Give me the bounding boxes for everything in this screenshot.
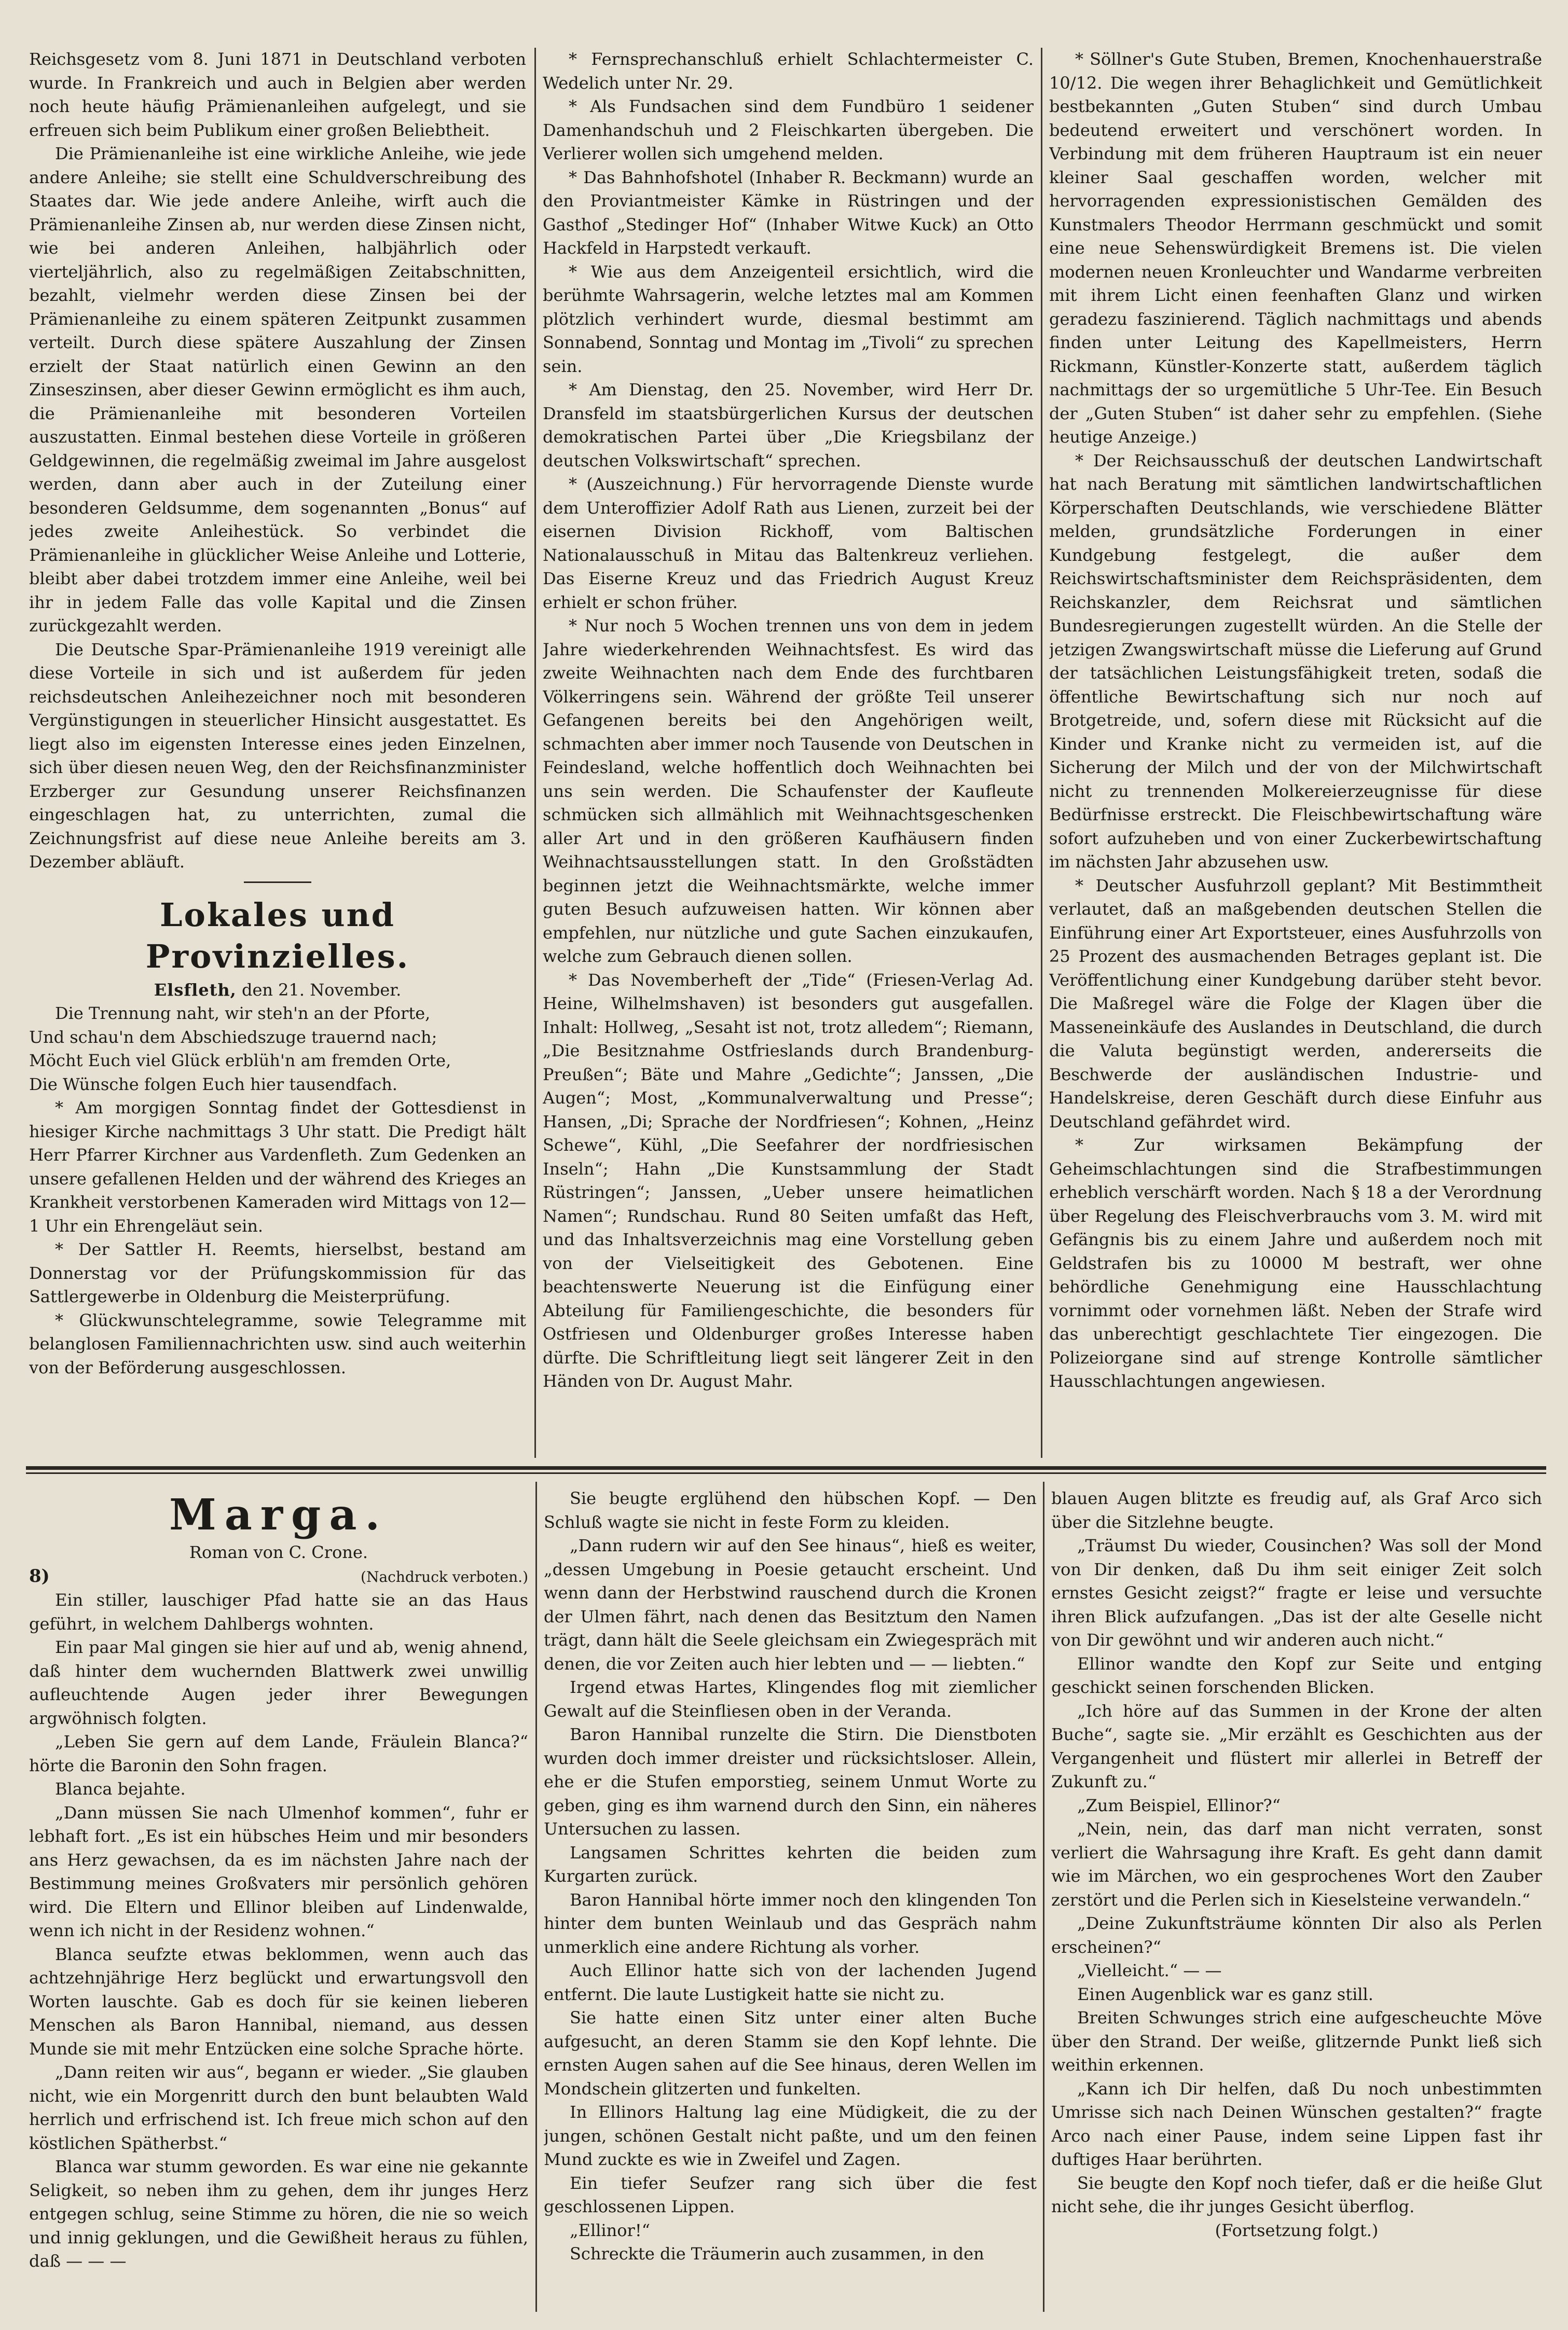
- story-paragraph: „Kann ich Dir helfen, daß Du noch unbestimmten Umrisse sich nach Deinen Wünschen gestalten?“ fragte Arco nach einer Pause, indem seine Lippen fast ihr duftiges Haar berührten.: [1051, 2078, 1542, 2169]
- story-paragraph: Ellinor wandte den Kopf zur Seite und entging geschickt seinen forschenden Blicken.: [1051, 1653, 1542, 1697]
- story-paragraph: Schreckte die Träumerin auch zusammen, in den: [570, 2244, 984, 2264]
- story-title: Marga.: [169, 1490, 389, 1540]
- local-notice: * Das Novemberheft der „Tide“ (Friesen-Verlag Ad. Heine, Wilhelmshaven) ist besonders gut ausgefallen. Inhalt: Hollweg, „Sesaht ist not, trotz alledem“; Riemann, „Die Besitznahme Ostfrieslands durch Brandenburg-Preußen“; Bäte und Mahre „Gedichte“; Janssen, „Die Augen“; Most, „Kommunalverwaltung und Presse“; Hansen, „Di; Sprache der Nordfriesen“; Kohnen, „Heinz Schewe“, Kühl, „Die Seefahrer der nordfriesischen Inseln“; Hahn „Die Kunstsammlung der Stadt Rüstringen“; Janssen, „Ueber unsere heimatlichen Namen“; Rundschau. Rund 80 Seiten umfaßt das Heft, und das Inhaltsverzeichnis mag eine Vorstellung geben von der Vielseitigkeit des Gebotenen. Eine beachtenswerte Neuerung ist die Einfügung einer Abteilung für Familiengeschichte, die besonders für Ostfriesen und Oldenburger großes Interesse haben dürfte. Die Schriftleitung liegt seit längerer Zeit in den Händen von Dr. August Mahr.: [543, 970, 1034, 1391]
- local-notice: * Der Reichsausschuß der deutschen Landwirtschaft hat nach Beratung mit sämtlichen landwirtschaftlichen Körperschaften Deutschlands, wie verschiedene Blätter melden, grundsätzliche Forderungen in einer Kundgebung festgelegt, die außer dem Reichswirtschaftsminister dem Reichspräsidenten, dem Reichskanzler, dem Reichsrat und sämtlichen Bundesregierungen zugestellt würden. An die Stelle der jetzigen Zwangswirtschaft müsse die Lieferung auf Grund der tatsächlichen Leistungsfähigkeit treten, sodaß die öffentliche Bewirtschaftung sich nur noch auf Brotgetreide, und, sofern diese mit Rücksicht auf die Kinder und Kranke nicht zu vermeiden ist, auf die Sicherung der Milch und der von der Milchwirtschaft nicht zu trennenden Molkereierzeugnisse für diese Bedürfnisse erstreckt. Die Fleischbewirtschaftung wäre sofort aufzuheben und von einer Zuckerbewirtschaftung im nächsten Jahr abzusehen usw.: [1049, 450, 1542, 872]
- article-paragraph: Reichsgesetz vom 8. Juni 1871 in Deutschland verboten wurde. In Frankreich und auch in Belgien aber werden noch heute häufig Prämienanleihen aufgelegt, und sie erfreuen sich beim Publikum einer großen Beliebtheit.: [29, 49, 526, 140]
- continuation-note: (Fortsetzung folgt.): [1215, 2220, 1379, 2240]
- local-notice: * Deutscher Ausfuhrzoll geplant? Mit Bestimmtheit verlautet, daß an maßgebenden deutschen Stellen die Einführung einer Art Exportsteuer, eines Ausfuhrzolls von 25 Prozent des ausmachenden Betrages geplant ist. Die Veröffentlichung einer Kundgebung darüber steht bevor. Die Maßregel wäre die Folge der Klagen über die Masseneinkäufe des Auslandes in Deutschland, die durch die Valuta begünstigt werden, andererseits die Beschwerde der ausländischen Industrie- und Handelskreise, deren Geschäft durch diese Einfuhr aus Deutschland gefährdet wird.: [1049, 875, 1542, 1132]
- story-paragraph: Ein tiefer Seufzer rang sich über die fest geschlossenen Lippen.: [544, 2173, 1037, 2216]
- article-paragraph: Die Deutsche Spar-Prämienanleihe 1919 vereinigt alle diese Vorteile in sich und ist außerdem für jeden reichsdeutschen Anleihezeichner noch mit besonderen Vergünstigungen in steuerlicher Hinsicht ausgestattet. Es liegt also im eigensten Interesse eines jeden Einzelnen, sich über diesen neuen Weg, den der Reichsfinanzminister Erzberger zur Gesundung unserer Reichsfinanzen eingeschlagen hat, zu unterrichten, zumal die Zeichnungsfrist auf diese neue Anleihe bereits am 3. Dezember abläuft.: [29, 639, 526, 872]
- local-notice: * Glückwunschtelegramme, sowie Telegramme mit belanglosen Familiennachrichten usw. sind auch weiterhin von der Beförderung ausgeschlossen.: [29, 1310, 526, 1377]
- story-column-1: [29, 1487, 528, 2312]
- story-paragraph: Einen Augenblick war es ganz still.: [1077, 1984, 1373, 2004]
- story-paragraph: Sie beugte den Kopf noch tiefer, daß er die heiße Glut nicht sehe, die ihr junges Gesicht überflog.: [1051, 2173, 1542, 2216]
- dateline-place: Elsfleth,: [154, 980, 237, 1000]
- story-paragraph: „Nein, nein, das darf man nicht verraten, sonst verliert die Wahrsagung ihre Kraft. Es geht dann damit wie im Märchen, wo ein gesprochenes Wort den Zauber zerstört und die Perlen sich in Kieselsteine verwandeln.“: [1051, 1819, 1542, 1910]
- column-rule: [534, 48, 536, 1458]
- local-notice: * Zur wirksamen Bekämpfung der Geheimschlachtungen sind die Strafbestimmungen erheblich verschärft worden. Nach § 18 a der Verordnung über Regelung des Fleischverbrauchs vom 3. M. wird mit Gefängnis bis zu einem Jahre und außerdem noch mit Geldstrafen bis zu 10000 M bestraft, wer ohne behördliche Genehmigung eine Hausschlachtung vornimmt oder vornehmen läßt. Neben der Strafe wird das unberechtigt geschlachtete Tier eingezogen. Die Polizeiorgane sind auf strenge Kontrolle sämtlicher Hausschlachtungen angewiesen.: [1049, 1135, 1542, 1391]
- story-paragraph: Sie hatte einen Sitz unter einer alten Buche aufgesucht, an deren Stamm sie den Kopf lehnte. Die ernsten Augen sahen auf die See hinaus, deren Wellen im Mondschein glitzerten und funkelten.: [544, 2008, 1037, 2099]
- local-notice: * Das Bahnhofshotel (Inhaber R. Beckmann) wurde an den Proviantmeister Kämke in Rüstringen und der Gasthof „Stedinger Hof“ (Inhaber Witwe Kuck) an Otto Hackfeld in Harpstedt verkauft.: [543, 167, 1034, 258]
- poem-line: Die Wünsche folgen Euch hier tausendfach.: [29, 1074, 397, 1094]
- story-byline: Roman von C. Crone.: [189, 1542, 368, 1562]
- story-paragraph: Irgend etwas Hartes, Klingendes flog mit ziemlicher Gewalt auf die Steinfliesen oben in der Veranda.: [544, 1677, 1037, 1721]
- poem-line: Die Trennung naht, wir steh'n an der Pforte,: [55, 1003, 431, 1023]
- top-column-1: [29, 48, 526, 1458]
- section-heading: Lokales und Provinzielles.: [145, 895, 410, 975]
- story-paragraph: „Dann reiten wir aus“, begann er wieder. „Sie glauben nicht, wie ein Morgenritt durch den bunt belaubten Wald herrlich und erfrischend ist. Ich freue mich schon auf den köstlichen Spätherbst.“: [29, 2062, 528, 2153]
- story-paragraph: Langsamen Schrittes kehrten die beiden zum Kurgarten zurück.: [544, 1842, 1037, 1886]
- local-notice: * Als Fundsachen sind dem Fundbüro 1 seidener Damenhandschuh und 2 Fleischkarten übergeben. Die Verlierer wollen sich umgehend melden.: [543, 96, 1034, 163]
- dateline-date: den 21. November.: [241, 980, 402, 1000]
- story-paragraph: Ein paar Mal gingen sie hier auf und ab, wenig ahnend, daß hinter dem wuchernden Blattwerk zwei unwillig aufleuchtende Augen jeder ihrer Bewegungen argwöhnisch folgten.: [29, 1637, 528, 1728]
- story-paragraph: „Ellinor!“: [570, 2220, 651, 2240]
- story-paragraph: Sie beugte erglühend den hübschen Kopf. — Den Schluß wagte sie nicht in feste Form zu kleiden.: [544, 1488, 1037, 1532]
- top-column-2: [543, 48, 1034, 1458]
- story-paragraph: „Leben Sie gern auf dem Lande, Fräulein Blanca?“ hörte die Baronin den Sohn fragen.: [29, 1732, 528, 1775]
- story-paragraph: Blanca war stumm geworden. Es war eine nie gekannte Seligkeit, so neben ihm zu gehen, dem ihr junges Herz entgegen schlug, seine Stimme zu hören, die nie so weich und innig geklungen, und die Gewißheit heraus zu fühlen, daß — — —: [29, 2157, 528, 2271]
- poem-line: Und schau'n dem Abschiedszuge trauernd nach;: [29, 1027, 437, 1047]
- story-paragraph: „Träumst Du wieder, Cousinchen? Was soll der Mond von Dir denken, daß Du ihm seit einiger Zeit solch ernstes Gesicht zeigst?“ fragte er leise und versuchte ihren Blick aufzufangen. „Das ist der alte Geselle nicht von Dir gewöhnt und wir anderen auch nicht.“: [1051, 1536, 1542, 1650]
- reprint-note: (Nachdruck verboten.): [361, 1568, 528, 1585]
- story-paragraph: „Ich höre auf das Summen in der Krone der alten Buche“, sagte sie. „Mir erzählt es Geschichten aus der Vergangenheit und flüstert mir allerlei in Betreff der Zukunft zu.“: [1051, 1701, 1542, 1791]
- advertisement-notice: * Söllner's Gute Stuben, Bremen, Knochenhauerstraße 10/12. Die wegen ihrer Behaglichkeit und Gemütlichkeit bestbekannten „Guten Stuben“ sind durch Umbau bedeutend erweitert und verschönert worden. In Verbindung mit dem früheren Hauptraum ist ein neuer kleiner Saal geschaffen worden, welcher mit hervorragenden expressionistischen Gemälden des Kunstmalers Theodor Herrmann geschmückt und somit eine neue Sehenswürdigkeit Bremens ist. Die vielen modernen neuen Kronleuchter und Wandarme verbreiten mit ihrem Licht einen feenhaften Glanz und wirken geradezu faszinierend. Täglich nachmittags und abends finden unter Leitung des Kapellmeisters, Herrn Rickmann, Künstler-Konzerte statt, außerdem täglich nachmittags der so urgemütliche 5 Uhr-Tee. Ein Besuch der „Guten Stuben“ ist daher sehr zu empfehlen. (Siehe heutige Anzeige.): [1049, 49, 1542, 447]
- story-meta: [29, 1565, 528, 1589]
- installment-number: 8): [29, 1565, 50, 1587]
- story-paragraph: blauen Augen blitzte es freudig auf, als Graf Arco sich über die Sitzlehne beugte.: [1051, 1488, 1542, 1532]
- column-rule: [1041, 48, 1042, 1458]
- story-paragraph: „Dann rudern wir auf den See hinaus“, hieß es weiter, „dessen Umgebung in Poesie getaucht erscheint. Und wenn dann der Herbstwind rauschend durch die Kronen der Ulmen fährt, nach denen das Besitztum den Namen trägt, dann hält die Seele gleichsam ein Zwiegespräch mit denen, die vor Zeiten auch hier lebten und — — liebten.“: [544, 1536, 1037, 1674]
- story-paragraph: Breiten Schwunges strich eine aufgescheuchte Möve über den Strand. Der weiße, glitzernde Punkt ließ sich weithin erkennen.: [1051, 2008, 1542, 2075]
- story-paragraph: Blanca seufzte etwas beklommen, wenn auch das achtzehnjährige Herz beglückt und erwartungsvoll den Worten lauschte. Gab es doch für sie keinen lieberen Menschen als Baron Hannibal, niemand, aus dessen Munde sie mit mehr Entzücken eine solche Sprache hörte.: [29, 1944, 528, 2059]
- local-notice: * Am Dienstag, den 25. November, wird Herr Dr. Dransfeld im staatsbürgerlichen Kursus der deutschen demokratischen Partei über „Die Kriegsbilanz der deutschen Volkswirtschaft“ sprechen.: [543, 380, 1034, 471]
- section-divider: [244, 881, 311, 883]
- column-rule: [535, 1482, 537, 2312]
- story-paragraph: „Zum Beispiel, Ellinor?“: [1077, 1795, 1281, 1815]
- article-paragraph: Die Prämienanleihe ist eine wirkliche Anleihe, wie jede andere Anleihe; sie stellt eine Schuldverschreibung des Staates dar. Wie jede andere Anleihe, wirft auch die Prämienanleihe Zinsen ab, nur werden diese Zinsen nicht, wie bei anderen Anleihen, halbjährlich oder vierteljährlich, also zu regelmäßigen Zeitabschnitten, bezahlt, vielmehr werden diese Zinsen bei der Prämienanleihe zu einem späteren Zeitpunkt zusammen verteilt. Durch diese spätere Auszahlung der Zinsen erzielt der Staat natürlich einen Gewinn an den Zinseszinsen, aber dieser Gewinn ermöglicht es ihm auch, die Prämienanleihe mit besonderen Vorteilen auszustatten. Einmal bestehen diese Vorteile in größeren Geldgewinnen, die regelmäßig zweimal im Jahre ausgelost werden, dann aber auch in der Zuteilung einer besonderen Geldsumme, dem sogenannten „Bonus“ auf jedes zweite Anleihestück. So verbindet die Prämienanleihe in glücklicher Weise Anleihe und Lotterie, bleibt aber dabei trotzdem immer eine Anleihe, weil bei ihr in jedem Falle das volle Kapital und die Zinsen zurückgezahlt werden.: [29, 144, 526, 636]
- dateline: [29, 978, 526, 1002]
- story-paragraph: Auch Ellinor hatte sich von der lachenden Jugend entfernt. Die laute Lustigkeit hatte sie nicht zu.: [544, 1961, 1037, 2004]
- local-notice: * Fernsprechanschluß erhielt Schlachtermeister C. Wedelich unter Nr. 29.: [543, 49, 1034, 93]
- story-paragraph: Ein stiller, lauschiger Pfad hatte sie an das Haus geführt, in welchem Dahlbergs wohnten.: [29, 1590, 528, 1634]
- story-paragraph: Blanca bejahte.: [55, 1779, 186, 1799]
- story-paragraph: „Vielleicht.“ — —: [1077, 1961, 1222, 1980]
- local-notice: * Nur noch 5 Wochen trennen uns von dem in jedem Jahre wiederkehrenden Weihnachtsfest. Es wird das zweite Weihnachten nach dem Ende des furchtbaren Völkerringens sein. Während der größte Teil unserer Gefangenen bereits bei den Angehörigen weilt, schmachten aber immer noch Tausende von Deutschen in Feindesland, welche hoffentlich doch Weihnachten bei uns sein werden. Die Schaufenster der Kaufleute schmücken sich allmählich mit Weihnachtsgeschenken aller Art und in den größeren Kaufhäusern finden Weihnachtsausstellungen statt. In den Großstädten beginnen jetzt die Weihnachtsmärkte, welche immer guten Besuch aufzuweisen hatten. Wir können aber empfehlen, nur nützliche und gute Sachen einzukaufen, welche zum Gebrauch dienen sollen.: [543, 616, 1034, 966]
- story-paragraph: In Ellinors Haltung lag eine Müdigkeit, die zu der jungen, schönen Gestalt nicht paßte, und um den feinen Mund zuckte es wie in Zweifel und Zagen.: [544, 2102, 1037, 2169]
- feuilleton-divider: [26, 1466, 1546, 1470]
- local-notice: * Wie aus dem Anzeigenteil ersichtlich, wird die berühmte Wahrsagerin, welche letztes mal am Kommen plötzlich verhindert wurde, diesmal bestimmt am Sonnabend, Sonntag und Montag im „Tivoli“ zu sprechen sein.: [543, 261, 1034, 376]
- column-rule: [1043, 1482, 1044, 2312]
- poem: [29, 1002, 526, 1096]
- local-notice: * (Auszeichnung.) Für hervorragende Dienste wurde dem Unteroffizier Adolf Rath aus Lienen, zurzeit bei der eisernen Division Rickhoff, vom Baltischen Nationalausschuß in Mitau das Baltenkreuz verliehen. Das Eiserne Kreuz und das Friedrich August Kreuz erhielt er schon früher.: [543, 474, 1034, 612]
- poem-line: Möcht Euch viel Glück erblüh'n am fremden Orte,: [29, 1051, 451, 1070]
- local-notice: * Am morgigen Sonntag findet der Gottesdienst in hiesiger Kirche nachmittags 3 Uhr statt. Die Predigt hält Herr Pfarrer Kirchner aus Vardenfleth. Zum Gedenken an unsere gefallenen Helden und der während des Krieges an Krankheit verstorbenen Kameraden wird Mittags von 12—1 Uhr ein Ehrengeläut sein.: [29, 1098, 526, 1236]
- story-paragraph: Baron Hannibal hörte immer noch den klingenden Ton hinter dem bunten Weinlaub und das Gespräch nahm unmerklich eine andere Richtung als vorher.: [544, 1890, 1037, 1957]
- story-paragraph: Baron Hannibal runzelte die Stirn. Die Dienstboten wurden doch immer dreister und rücksichtsloser. Allein, ehe er die Stufen emporstieg, seinem Unmut Worte zu geben, ging es ihm warnend durch den Sinn, ein näheres Untersuchen zu lassen.: [544, 1725, 1037, 1839]
- story-paragraph: „Dann müssen Sie nach Ulmenhof kommen“, fuhr er lebhaft fort. „Es ist ein hübsches Heim und mir besonders ans Herz gewachsen, da es im nächsten Jahre nach der Bestimmung meines Großvaters mir persönlich gehören wird. Die Eltern und Ellinor bleiben auf Lindenwalde, wenn ich nicht in der Residenz wohnen.“: [29, 1802, 528, 1940]
- top-column-3: [1049, 48, 1542, 1458]
- story-paragraph: „Deine Zukunftsträume könnten Dir also als Perlen erscheinen?“: [1051, 1913, 1542, 1957]
- story-column-2: [544, 1487, 1037, 2312]
- local-notice: * Der Sattler H. Reemts, hierselbst, bestand am Donnerstag vor der Prüfungskommission für das Sattlergewerbe in Oldenburg die Meisterprüfung.: [29, 1239, 526, 1306]
- feuilleton-divider-thin: [26, 1472, 1546, 1474]
- story-column-3: [1051, 1487, 1542, 2312]
